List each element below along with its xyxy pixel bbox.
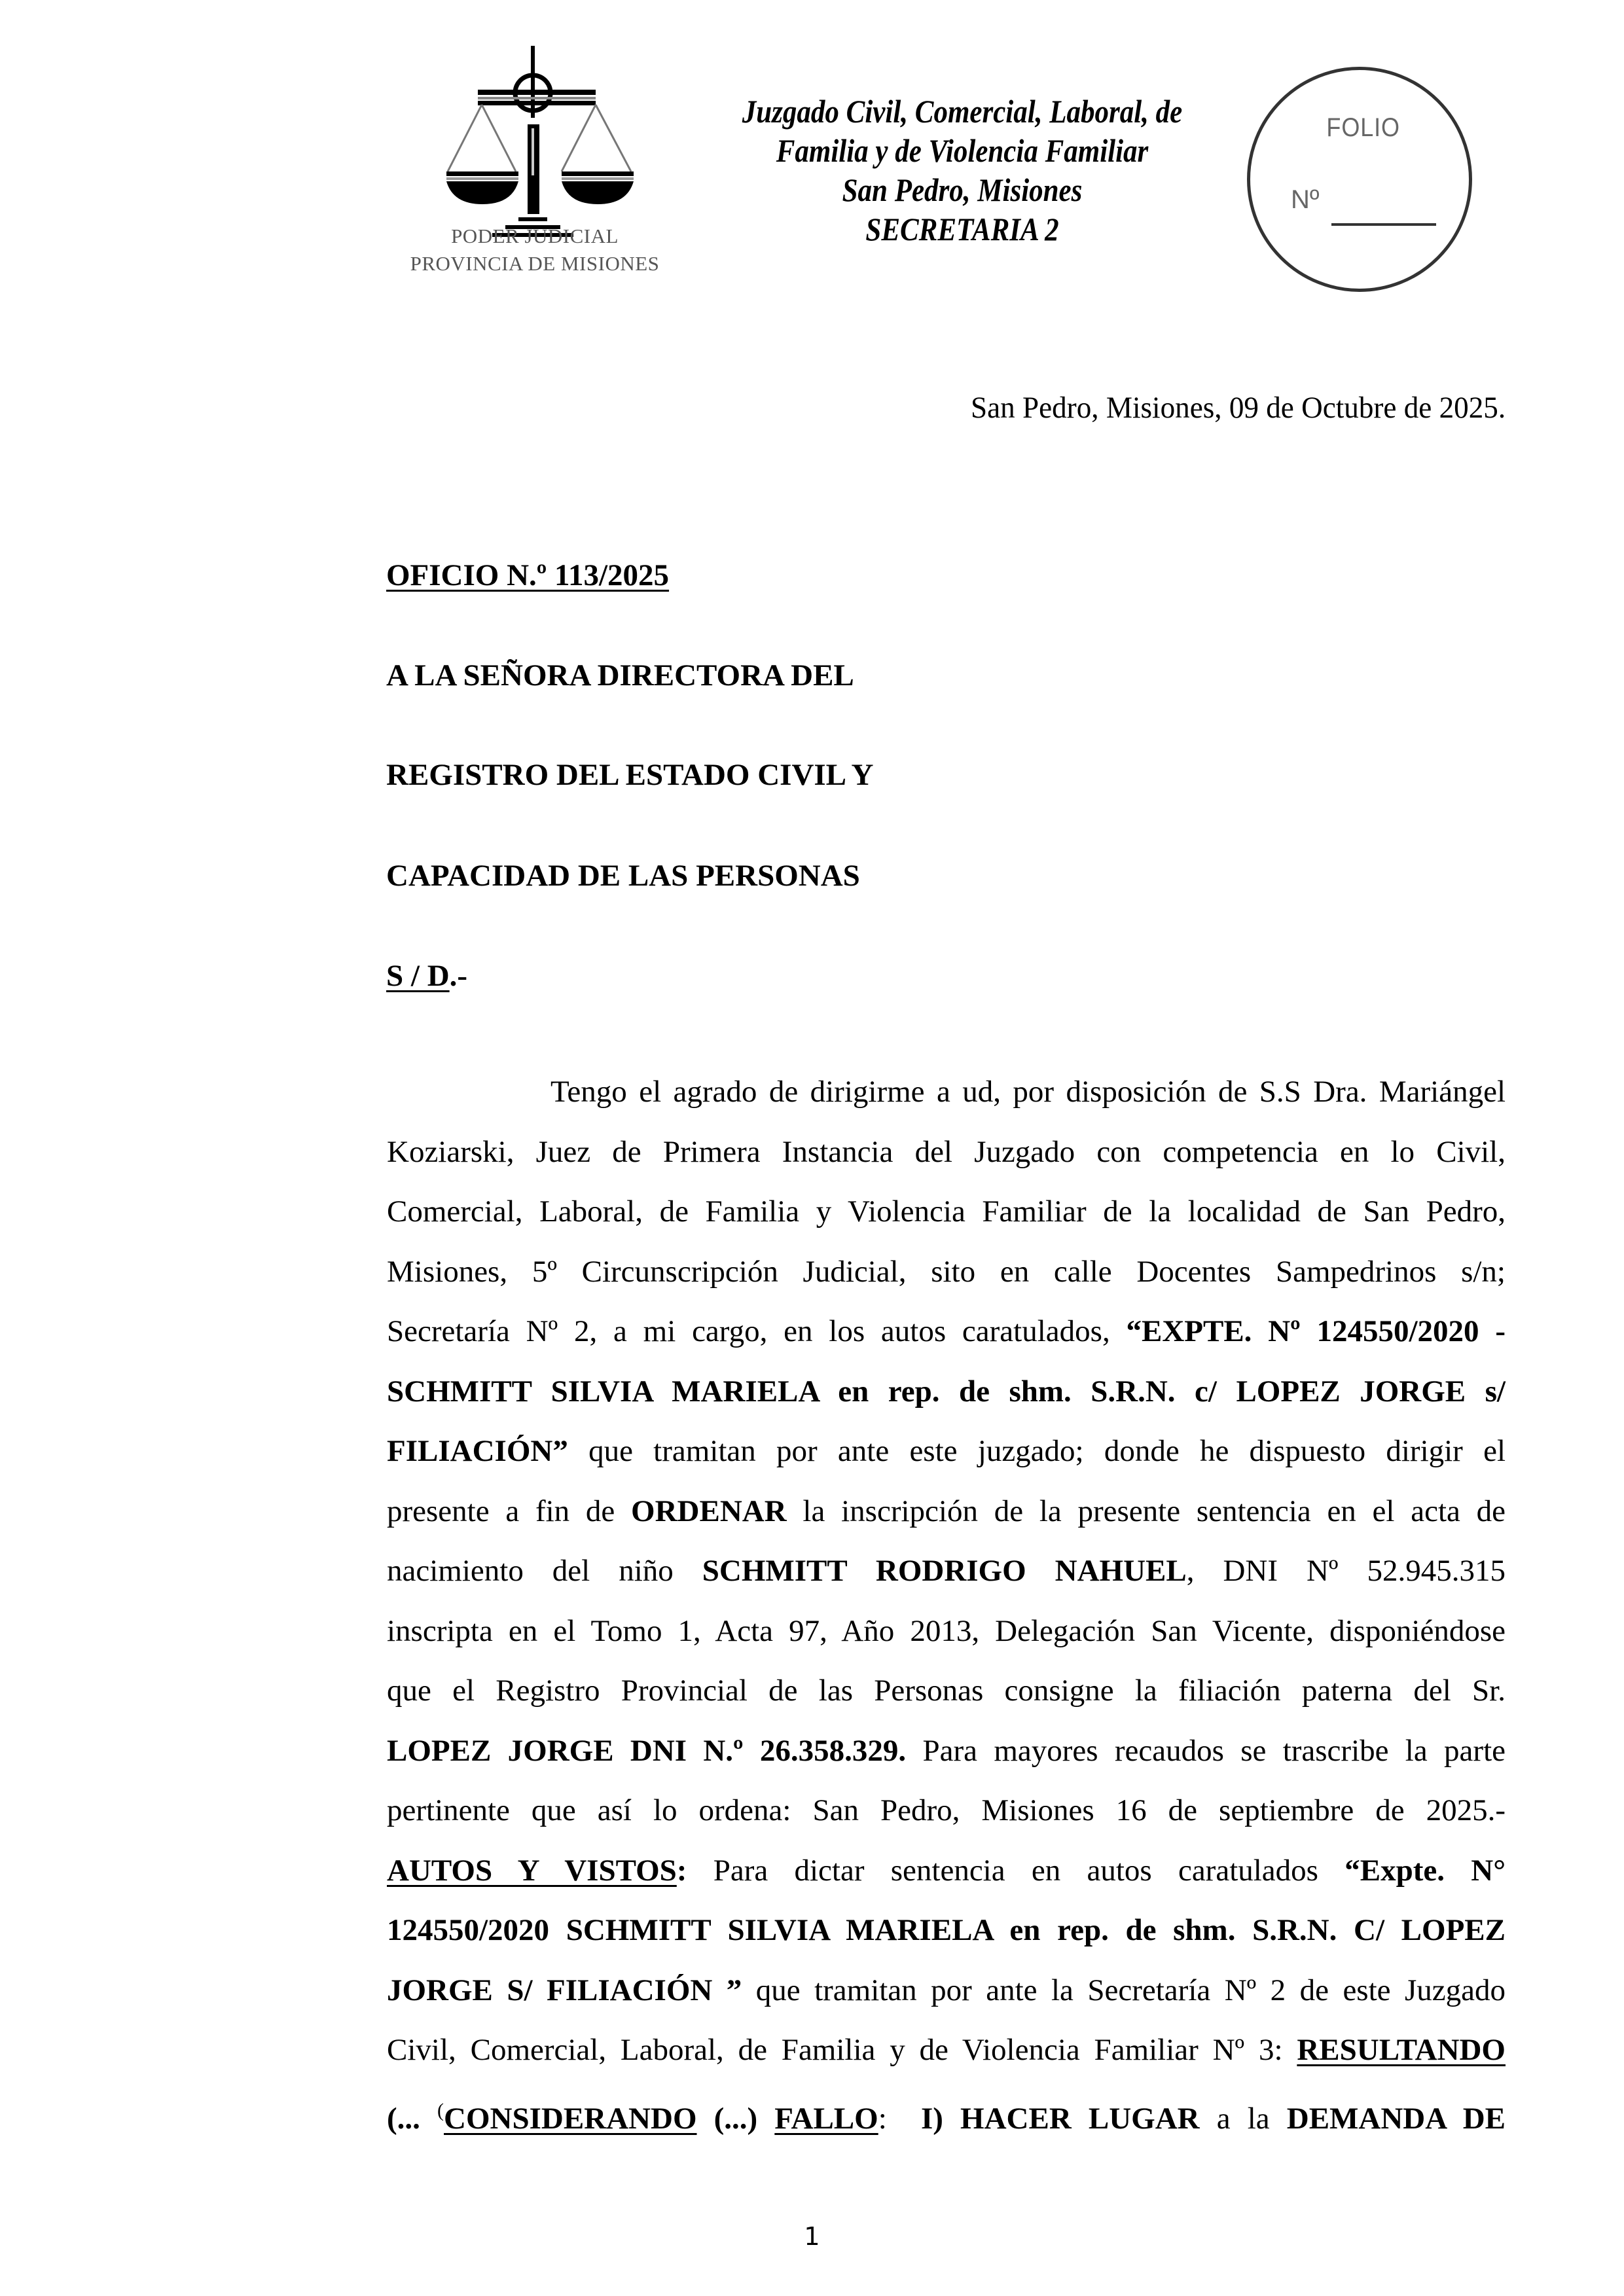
body-line (387, 1122, 1506, 1183)
body-line (387, 1482, 1506, 1542)
bold-text: 124550/2020 SCHMITT SILVIA MARIELA en rep. de shm. S.R.N. C/ LOPEZ (387, 1913, 1506, 1947)
folio-number-label: Nº (1291, 185, 1320, 214)
bold-text: FALLO (774, 2101, 878, 2136)
folio-label: FOLIO (1326, 113, 1400, 142)
body-line (387, 1961, 1506, 2021)
bold-text: “EXPTE. Nº 124550/2020 - (1126, 1314, 1506, 1348)
body-line (387, 1661, 1506, 1721)
bold-text: (...) (696, 2101, 775, 2136)
bold-text: JORGE S/ FILIACIÓN ” (387, 1973, 742, 2007)
addressee-line: CAPACIDAD DE LAS PERSONAS (386, 859, 860, 893)
body-line (387, 2081, 1506, 2141)
text-segment: Secretaría Nº 2, a mi cargo, en los autos caratulados, (387, 1314, 1127, 1348)
oficio-title: OFICIO N.º 113/2025 (386, 558, 670, 592)
body-line (387, 1602, 1506, 1662)
text-segment: Para dictar sentencia en autos caratulados (687, 1853, 1345, 1888)
body-line (387, 1362, 1506, 1422)
text-segment: inscripta en el Tomo 1, Acta 97, Año 2013, Delegación San Vicente, disponiéndose (387, 1613, 1506, 1648)
sd-suffix: .- (449, 959, 468, 993)
bold-text: : (676, 1853, 687, 1888)
bold-text: AUTOS Y VISTOS (387, 1853, 677, 1888)
court-header-line: SECRETARIA 2 (865, 211, 1059, 247)
text-segment: Civil, Comercial, Laboral, de Familia y de Violencia Familiar Nº 3: (387, 2033, 1297, 2067)
bold-text: I) HACER LUGAR (921, 2101, 1200, 2136)
body-line (387, 1422, 1506, 1482)
text-segment: que el Registro Provincial de las Personas consigne la filiación paterna del Sr. (387, 1674, 1506, 1708)
text-segment: Koziarski, Juez de Primera Instancia del Juzgado con competencia en lo Civil, (387, 1134, 1506, 1169)
salutation-sd (386, 958, 467, 994)
body-line (387, 1302, 1506, 1362)
text-segment: Para mayores recaudos se trascribe la parte (906, 1733, 1506, 1768)
body-line (387, 1062, 1506, 1122)
body-line (387, 1242, 1506, 1302)
body-line (387, 1781, 1506, 1841)
bold-text: CONSIDERANDO (444, 2101, 697, 2136)
bold-text: FILIACIÓN” (387, 1434, 568, 1468)
court-header-line: Familia y de Violencia Familiar (776, 132, 1149, 169)
scales-of-justice-icon (401, 41, 669, 237)
folio-stamp (1247, 67, 1472, 292)
body-line (387, 1182, 1506, 1242)
text-segment: a la (1199, 2101, 1287, 2136)
bold-text: “Expte. N° (1344, 1853, 1506, 1888)
body-line (387, 2020, 1506, 2081)
bold-text: SCHMITT RODRIGO NAHUEL (702, 1554, 1187, 1588)
text-segment: presente a fin de (387, 1494, 632, 1528)
body-line (387, 1841, 1506, 1901)
logo-caption (401, 223, 669, 278)
text-segment: pertinente que así lo ordena: San Pedro, Misiones 16 de septiembre de 2025.- (387, 1793, 1506, 1827)
text-segment: Tengo el agrado de dirigirme a ud, por disposición de S.S Dra. Mariángel (550, 1075, 1506, 1109)
bold-text: SCHMITT SILVIA MARIELA en rep. de shm. S.R.N. c/ LOPEZ JORGE s/ (387, 1374, 1506, 1408)
body-line (387, 1721, 1506, 1782)
folio-number-blank (1331, 223, 1436, 226)
text-segment: ( (437, 2099, 444, 2121)
text-segment: , DNI Nº 52.945.315 (1186, 1554, 1506, 1588)
sd-underlined: S / D (386, 959, 450, 993)
page-number: 1 (804, 2222, 820, 2251)
addressee-line: REGISTRO DEL ESTADO CIVIL Y (386, 758, 874, 792)
court-header (703, 92, 1221, 249)
addressee-line: A LA SEÑORA DIRECTORA DEL (386, 658, 854, 692)
date-line: San Pedro, Misiones, 09 de Octubre de 2025. (970, 391, 1506, 425)
text-segment: que tramitan por ante la Secretaría Nº 2 de este Juzgado (742, 1973, 1506, 2007)
logo-caption-line2: PROVINCIA DE MISIONES (410, 252, 660, 275)
text-segment: Misiones, 5º Circunscripción Judicial, sito en calle Docentes Sampedrinos s/n; (387, 1254, 1506, 1289)
text-segment: nacimiento del niño (387, 1554, 702, 1588)
bold-text: ORDENAR (631, 1494, 787, 1528)
court-header-line: Juzgado Civil, Comercial, Laboral, de (742, 93, 1183, 130)
body-paragraph (387, 1062, 1506, 2140)
bold-text: (... (387, 2101, 438, 2136)
body-line (387, 1901, 1506, 1961)
text-segment: la inscripción de la presente sentencia en el acta de (786, 1494, 1506, 1528)
text-segment: : (878, 2101, 921, 2136)
bold-text: LOPEZ JORGE DNI N.º 26.358.329. (387, 1733, 907, 1768)
bold-text: RESULTANDO (1297, 2033, 1506, 2067)
text-segment: Comercial, Laboral, de Familia y Violencia Familiar de la localidad de San Pedro, (387, 1194, 1506, 1229)
bold-text: DEMANDA DE (1286, 2101, 1506, 2136)
logo-caption-line1: PODER JUDICIAL (451, 224, 619, 247)
body-line (387, 1541, 1506, 1602)
court-header-line: San Pedro, Misiones (842, 171, 1083, 208)
text-segment: que tramitan por ante este juzgado; donde he dispuesto dirigir el (568, 1434, 1506, 1468)
